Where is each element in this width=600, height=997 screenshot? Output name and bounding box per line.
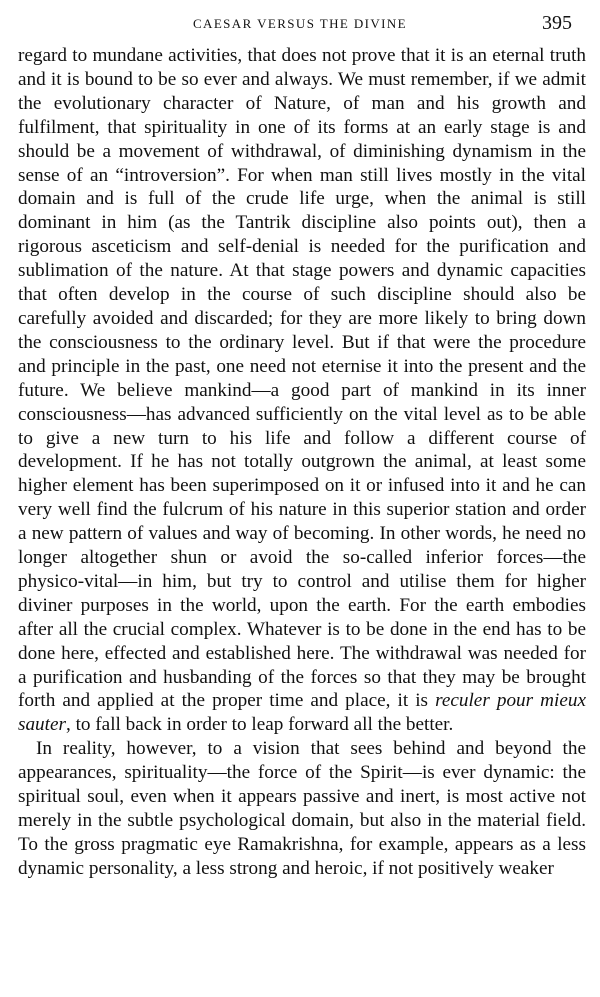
paragraph-2: In reality, however, to a vision that sees behind and beyond the appearances, spirituality—the force of the Spirit—is ever dynamic: the spiritual soul, even when it appears passive and inert, is most active not merely in the subtle psychological domain, but also in the material field. To the gross pragmatic eye Ramakrishna, for example, appears as a less dynamic personality, a less strong and heroic, if not positively weaker: [18, 738, 586, 879]
body-text: [18, 44, 586, 881]
paragraph-1-ending: , to fall back in order to leap forward all the better.: [65, 714, 454, 736]
running-head: [18, 12, 582, 40]
page-number: 395: [542, 12, 572, 34]
paragraph-1: [18, 44, 586, 737]
paragraph-1-text: regard to mundane activities, that does not prove that it is an eternal truth and it is bound to be so ever and always. We must remember, if we admit the evolutionary character of Nature, of man and his growth and fulfilment, that spirituality in one of its forms at an early stage is and should be a movement of withdrawal, of diminishing dynamism in the sense of an “introversion”. For when man still lives mostly in the vital domain and is full of the crude life urge, when the animal is still dominant in him (as the Tantrik discipline also points out), then a rigorous asceticism and self-denial is needed for the purification and sublimation of the nature. At that stage powers and dynamic capacities that often develop in the course of such discipline should also be carefully avoided and discarded; for they are more likely to bring down the consciousness to the ordinary level. But if that were the procedure and principle in the past, one need not eternise it into the present and the future. We believe mankind—a good part of mankind in its inner consciousness—has advanced sufficiently on the vital level as to be able to give a new turn to his life and follow a different course of development. If he has not totally outgrown the animal, at least some higher element has been superimposed on it or infused into it and he can very well find the fulcrum of his nature in this superior station and order a new pattern of values and way of becoming. In other words, he need no longer altogether shun or avoid the so-called inferior forces—the physico-vital—in him, but try to control and utilise them for higher diviner purposes in the world, upon the earth. For the earth embodies after all the crucial complex. Whatever is to be done in the end has to be done here, effected and established here. The withdrawal was needed for a purification and husbanding of the forces so that they may be brought forth and applied at the proper time and place, it is: [18, 45, 586, 712]
running-title: CAESAR VERSUS THE DIVINE: [192, 16, 408, 31]
italic-phrase: reculer pour mieux sauter: [18, 690, 586, 736]
